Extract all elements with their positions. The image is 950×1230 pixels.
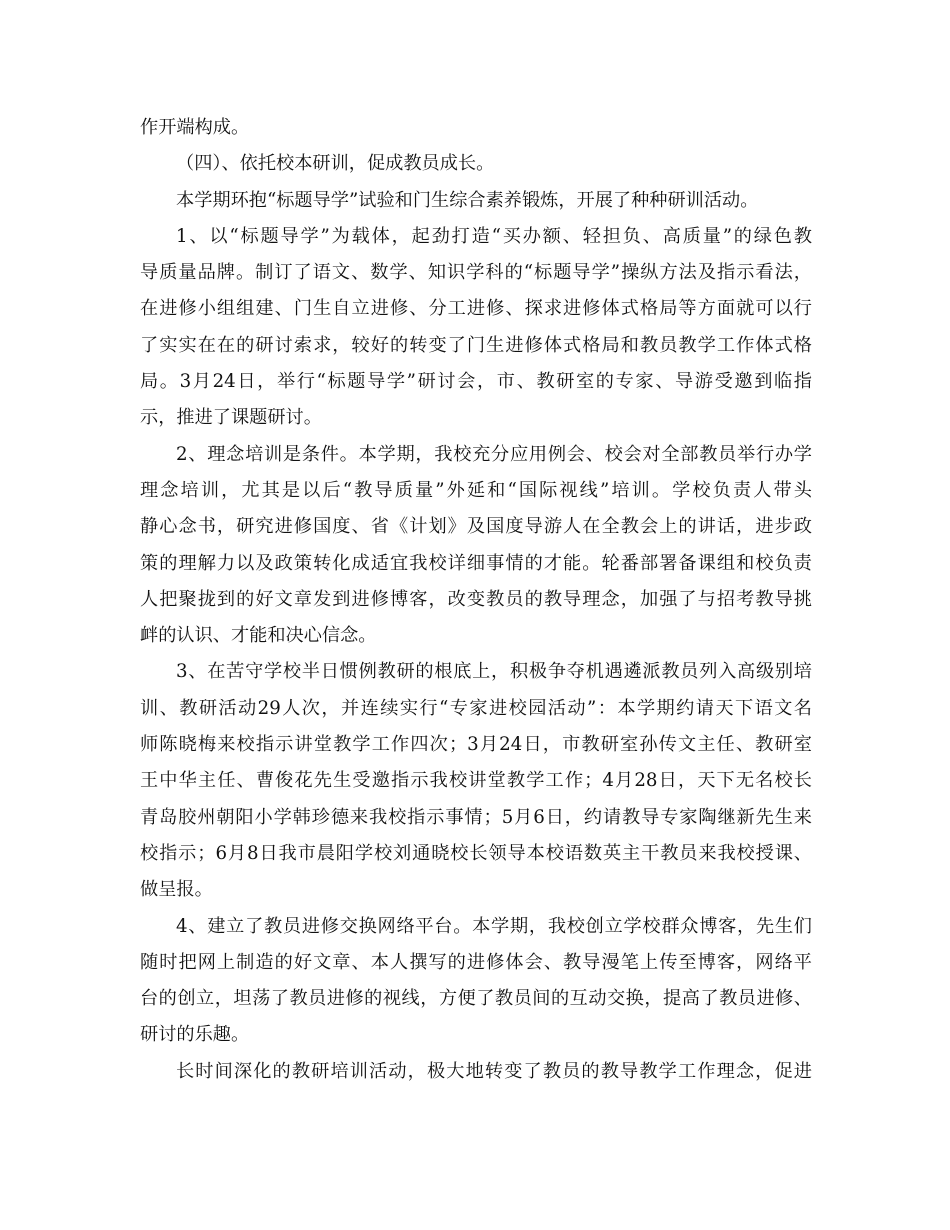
text-line: 随时把网上制造的好文章、本人撰写的进修体会、教导漫笔上传至博客，网络平 [140, 951, 812, 973]
text-line: 师陈晓梅来校指示讲堂教学工作四次；3月24日，市教研室孙传文主任、教研室 [140, 734, 812, 756]
text-line: 衅的认识、才能和决心信念。 [140, 625, 377, 647]
text-line: 局。3月24日，举行“标题导学”研讨会，市、教研室的专家、导游受邀到临指 [140, 371, 812, 393]
text-line: 人把聚拢到的好文章发到进修博客，改变教员的教导理念，加强了与招考教导挑 [140, 588, 812, 610]
text-line: 研讨的乐趣。 [140, 1024, 250, 1046]
text-line: 策的理解力以及政策转化成适宜我校详细事情的才能。轮番部署备课组和校负责 [140, 552, 812, 574]
text-line: 长时间深化的教研培训活动，极大地转变了教员的教导教学工作理念，促进 [176, 1060, 812, 1082]
text-line: 了实实在在的研讨索求，较好的转变了门生进修体式格局和教员教学工作体式格 [140, 334, 812, 356]
text-line: 校指示；6月8日我市晨阳学校刘通晓校长领导本校语数英主干教员来我校授课、 [140, 842, 812, 864]
text-line: 王中华主任、曹俊花先生受邀指示我校讲堂教学工作；4月28日，天下无名校长 [140, 770, 812, 792]
text-line: 4、建立了教员进修交换网络平台。本学期，我校创立学校群众博客，先生们 [176, 915, 812, 937]
text-line: 作开端构成。 [140, 117, 250, 138]
text-line: 训、教研活动29人次，并连续实行“专家进校园活动”：本学期约请天下语文名 [140, 697, 812, 719]
text-line: 做呈报。 [140, 879, 213, 901]
text-line: （四）、依托校本研训，促成教员成长。 [176, 153, 495, 175]
text-line: 导质量品牌。制订了语文、数学、知识学科的“标题导学”操纵方法及指示看法， [140, 262, 812, 284]
text-line: 青岛胶州朝阳小学韩珍德来我校指示事情；5月6日，约请教导专家陶继新先生来 [140, 806, 812, 828]
text-line: 静心念书，研究进修国度、省《计划》及国度导游人在全教会上的讲话，进步政 [140, 516, 812, 538]
text-line: 本学期环抱“标题导学”试验和门生综合素养锻炼，开展了种种研训活动。 [176, 189, 759, 211]
text-line: 2、理念培训是条件。本学期，我校充分应用例会、校会对全部教员举行办学 [176, 443, 812, 465]
text-line: 在进修小组组建、门生自立进修、分工进修、探求进修体式格局等方面就可以行 [140, 298, 812, 320]
text-line: 理念培训，尤其是以后“教导质量”外延和“国际视线”培训。学校负责人带头 [140, 479, 812, 501]
document-body [140, 110, 812, 1090]
text-line: 3、在苦守学校半日惯例教研的根底上，积极争夺机遇遴派教员列入高级别培 [176, 661, 812, 683]
text-line: 示，推进了课题研讨。 [140, 407, 322, 429]
text-line: 1、以“标题导学”为载体，起劲打造“买办额、轻担负、高质量”的绿色教 [176, 225, 812, 247]
text-line: 台的创立，坦荡了教员进修的视线，方便了教员间的互动交换，提高了教员进修、 [140, 988, 812, 1010]
